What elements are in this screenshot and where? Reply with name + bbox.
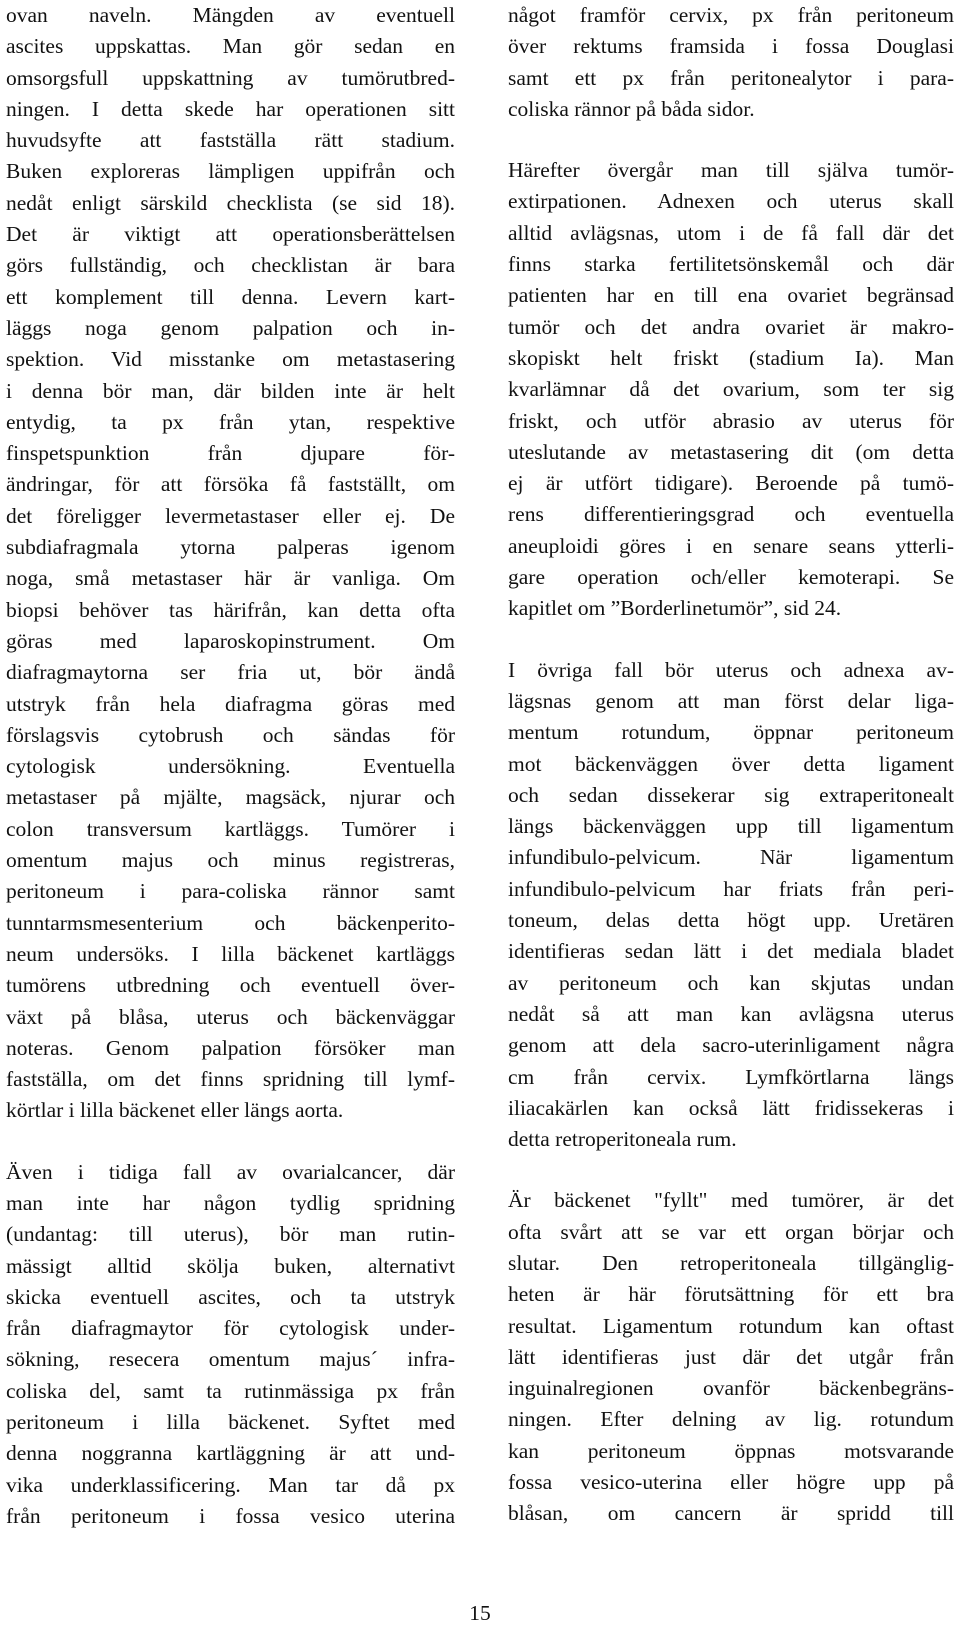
- text-line: samt ett px från peritonealytor i para-: [508, 65, 954, 90]
- text-line: omsorgsfull uppskattning av tumörutbred-: [6, 65, 455, 90]
- right-paragraph-1: [508, 0, 954, 125]
- text-line: infundibulo-pelvicum. När ligamentum: [508, 845, 954, 870]
- text-line: alltid avlägsnas, utom i de få fall där det: [508, 220, 954, 245]
- text-line: coliska rännor på båda sidor.: [508, 96, 755, 121]
- left-paragraph-2: [6, 1157, 455, 1533]
- text-line: metastaser på mjälte, magsäck, njurar och: [6, 785, 455, 810]
- paragraph-gap: [508, 1155, 954, 1185]
- paragraph-gap: [508, 625, 954, 655]
- text-line: coliska del, samt ta rutinmässiga px från: [6, 1378, 455, 1403]
- text-line: från diafragmaytor för cytologisk under-: [6, 1316, 455, 1341]
- text-line: denna noggranna kartläggning är att und-: [6, 1441, 455, 1466]
- left-column: [6, 0, 455, 1532]
- text-line: Buken exploreras lämpligen uppifrån och: [6, 159, 455, 184]
- text-line: fastställa, om det finns spridning till lymf-: [6, 1067, 455, 1092]
- text-line: cm från cervix. Lymfkörtlarna längs: [508, 1064, 954, 1089]
- text-line: tumörens utbredning och eventuell över-: [6, 973, 455, 998]
- text-line: infundibulo-pelvicum har friats från peri-: [508, 876, 954, 901]
- text-line: ett komplement till denna. Levern kart-: [6, 284, 455, 309]
- text-line: ofta svårt att se var ett organ börjar och: [508, 1219, 954, 1244]
- text-line: aneuploidi göres i en senare seans ytterli-: [508, 533, 954, 558]
- text-line: från peritoneum i fossa vesico uterina: [6, 1503, 455, 1528]
- text-line: av peritoneum och kan skjutas undan: [508, 970, 954, 995]
- text-line: finspetspunktion från djupare för-: [6, 441, 455, 466]
- text-line: biopsi behöver tas härifrån, kan detta ofta: [6, 597, 455, 622]
- text-line: nedåt enligt särskild checklista (se sid 18).: [6, 190, 455, 215]
- text-line: tumör och det andra ovariet är makro-: [508, 314, 954, 339]
- text-line: noga, små metastaser här är vanliga. Om: [6, 566, 455, 591]
- text-line: finns starka fertilitetsönskemål och där: [508, 252, 954, 277]
- text-line: Det är viktigt att operationsberättelsen: [6, 222, 455, 247]
- text-line: rens differentieringsgrad och eventuella: [508, 502, 954, 527]
- text-line: skopiskt helt friskt (stadium Ia). Man: [508, 345, 954, 370]
- text-line: ovan naveln. Mängden av eventuell: [6, 3, 455, 27]
- text-line: detta retroperitoneala rum.: [508, 1127, 737, 1152]
- text-line: körtlar i lilla bäckenet eller längs aorta.: [6, 1098, 344, 1123]
- text-line: subdiafragmala ytorna palperas igenom: [6, 535, 455, 560]
- text-line: spektion. Vid misstanke om metastasering: [6, 347, 455, 372]
- text-line: slutar. Den retroperitoneala tillgänglig-: [508, 1250, 954, 1275]
- text-line: vika underklassificering. Man tar då px: [6, 1472, 455, 1497]
- text-line: lätt identifieras just där det utgår från: [508, 1344, 954, 1369]
- text-line: Även i tidiga fall av ovarialcancer, där: [6, 1159, 455, 1184]
- text-line: toneum, delas detta högt upp. Uretären: [508, 908, 954, 933]
- text-line: ascites uppskattas. Man gör sedan en: [6, 34, 455, 59]
- text-line: lägsnas genom att man först delar liga-: [508, 688, 954, 713]
- text-line: växt på blåsa, uterus och bäckenväggar: [6, 1004, 455, 1029]
- text-line: kan peritoneum öppnas motsvarande: [508, 1438, 954, 1463]
- text-line: peritoneum i lilla bäckenet. Syftet med: [6, 1410, 455, 1435]
- right-paragraph-3: [508, 655, 954, 1156]
- text-line: tunntarmsmesenterium och bäckenperito-: [6, 910, 455, 935]
- text-line: kvarlämnar då det ovarium, som ter sig: [508, 377, 954, 402]
- text-line: något framför cervix, px från peritoneum: [508, 3, 954, 27]
- text-line: (undantag: till uterus), bör man rutin-: [6, 1222, 455, 1247]
- text-line: diafragmaytorna ser fria ut, bör ändå: [6, 660, 455, 685]
- text-line: mot bäckenväggen över detta ligament: [508, 751, 954, 776]
- right-paragraph-2: [508, 155, 954, 624]
- text-line: det föreligger levermetastaser eller ej. De: [6, 503, 455, 528]
- right-paragraph-4: [508, 1185, 954, 1529]
- text-line: mentum rotundum, öppnar peritoneum: [508, 720, 954, 745]
- text-line: patienten har en till ena ovariet begränsad: [508, 283, 954, 308]
- text-line: resultat. Ligamentum rotundum kan oftast: [508, 1313, 954, 1338]
- text-line: gare operation och/eller kemoterapi. Se: [508, 565, 954, 590]
- paragraph-gap: [508, 125, 954, 155]
- text-line: läggs noga genom palpation och in-: [6, 315, 455, 340]
- text-line: ej är utfört tidigare). Beroende på tumö-: [508, 471, 954, 496]
- text-line: Härefter övergår man till själva tumör-: [508, 158, 954, 183]
- text-line: entydig, ta px från ytan, respektive: [6, 409, 455, 434]
- text-line: görs fullständig, och checklistan är bara: [6, 253, 455, 278]
- text-line: man inte har någon tydlig spridning: [6, 1190, 455, 1215]
- text-line: noteras. Genom palpation försöker man: [6, 1035, 455, 1060]
- text-line: I övriga fall bör uterus och adnexa av-: [508, 657, 954, 682]
- text-line: Är bäckenet "fyllt" med tumörer, är det: [508, 1188, 954, 1213]
- text-line: och sedan dissekerar sig extraperitonealt: [508, 782, 954, 807]
- text-line: nedåt så att man kan avlägsna uterus: [508, 1001, 954, 1026]
- text-line: blåsan, om cancern är spridd till: [508, 1501, 954, 1526]
- text-line: över rektums framsida i fossa Douglasi: [508, 34, 954, 59]
- text-line: mässigt alltid skölja buken, alternativt: [6, 1253, 455, 1278]
- text-line: utstryk från hela diafragma göras med: [6, 691, 455, 716]
- right-column: [508, 0, 954, 1530]
- text-line: fossa vesico-uterina eller högre upp på: [508, 1470, 954, 1495]
- text-line: göras med laparoskopinstrument. Om: [6, 628, 455, 653]
- text-line: neum undersöks. I lilla bäckenet kartläggs: [6, 941, 455, 966]
- text-line: iliacakärlen kan också lätt fridissekeras i: [508, 1095, 954, 1120]
- text-line: huvudsyfte att fastställa rätt stadium.: [6, 128, 455, 153]
- text-line: identifieras sedan lätt i det mediala bladet: [508, 939, 954, 964]
- text-line: skicka eventuell ascites, och ta utstryk: [6, 1284, 455, 1309]
- text-line: längs bäckenväggen upp till ligamentum: [508, 814, 954, 839]
- text-line: ändringar, för att försöka få fastställt, om: [6, 472, 455, 497]
- text-line: kapitlet om ”Borderlinetumör”, sid 24.: [508, 596, 842, 621]
- paragraph-gap: [6, 1127, 455, 1157]
- text-line: ningen. Efter delning av lig. rotundum: [508, 1407, 954, 1432]
- text-line: colon transversum kartläggs. Tumörer i: [6, 816, 455, 841]
- text-line: inguinalregionen ovanför bäckenbegräns-: [508, 1376, 954, 1401]
- text-line: peritoneum i para-coliska rännor samt: [6, 879, 455, 904]
- text-line: sökning, resecera omentum majus´ infra-: [6, 1347, 455, 1372]
- text-line: heten är här förutsättning för ett bra: [508, 1282, 954, 1307]
- text-line: omentum majus och minus registreras,: [6, 848, 455, 873]
- text-line: friskt, och utför abrasio av uterus för: [508, 408, 954, 433]
- text-line: förslagsvis cytobrush och sändas för: [6, 722, 455, 747]
- text-line: ningen. I detta skede har operationen sitt: [6, 96, 455, 121]
- text-line: cytologisk undersökning. Eventuella: [6, 754, 455, 779]
- text-line: extirpationen. Adnexen och uterus skall: [508, 189, 954, 214]
- text-line: i denna bör man, där bilden inte är helt: [6, 378, 455, 403]
- text-line: uteslutande av metastasering dit (om detta: [508, 439, 954, 464]
- page-number: 15: [469, 1601, 491, 1625]
- left-paragraph-1: [6, 0, 455, 1127]
- text-line: genom att dela sacro-uterinligament några: [508, 1033, 954, 1058]
